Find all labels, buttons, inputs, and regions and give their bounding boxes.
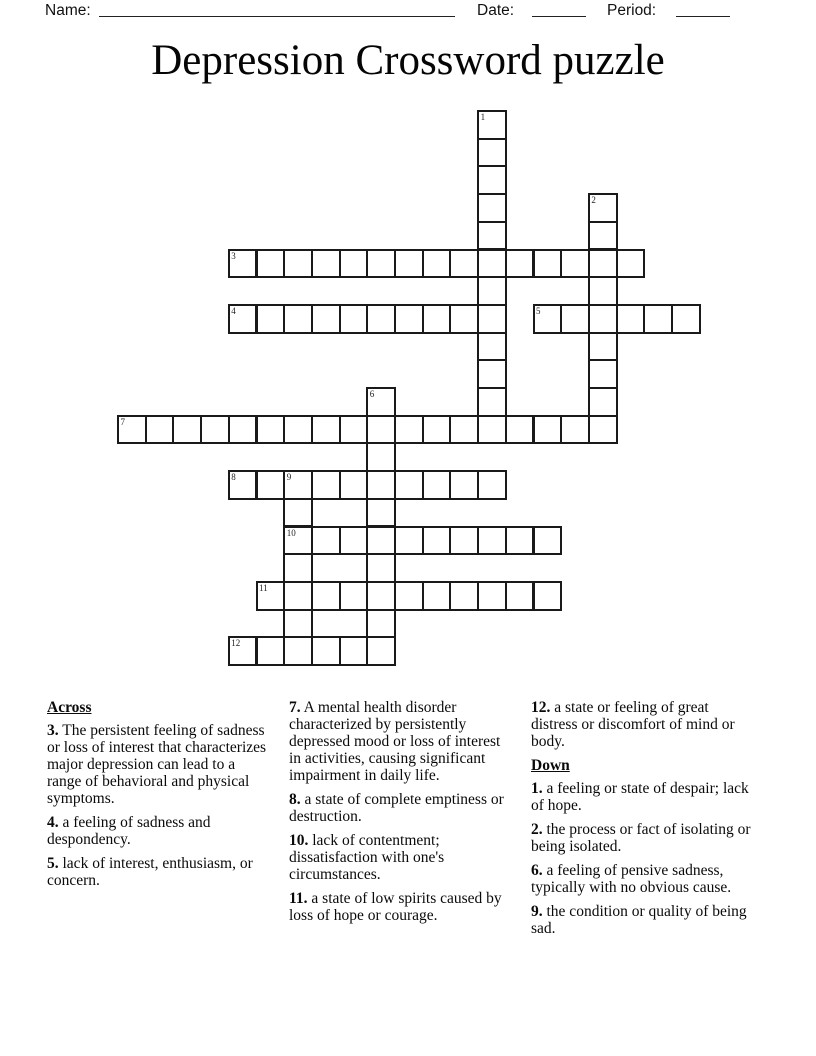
crossword-cell[interactable] xyxy=(671,304,701,334)
crossword-cell[interactable] xyxy=(228,249,258,279)
crossword-cell[interactable] xyxy=(394,415,424,445)
crossword-cell[interactable] xyxy=(533,304,563,334)
crossword-cell[interactable] xyxy=(366,526,396,556)
crossword-cell[interactable] xyxy=(588,193,618,223)
cell-number: 1 xyxy=(480,112,486,122)
crossword-cell[interactable] xyxy=(477,304,507,334)
crossword-cell[interactable] xyxy=(477,276,507,306)
crossword-cell[interactable] xyxy=(311,526,341,556)
clue-5: 5. lack of interest, enthusiasm, or concern. xyxy=(47,855,253,889)
crossword-cell[interactable] xyxy=(588,387,618,417)
crossword-cell[interactable] xyxy=(477,193,507,223)
crossword-cell[interactable] xyxy=(311,304,341,334)
crossword-cell[interactable] xyxy=(505,581,535,611)
crossword-cell[interactable] xyxy=(588,249,618,279)
crossword-cell[interactable] xyxy=(339,249,369,279)
clue-6: 6. a feeling of pensive sadness, typically with no obvious cause. xyxy=(531,862,732,896)
crossword-cell[interactable] xyxy=(311,636,341,666)
across-heading: Across xyxy=(47,699,92,716)
cell-number: 12 xyxy=(231,638,241,649)
cell-number: 7 xyxy=(120,416,125,427)
clue-4: 4. a feeling of sadness and despondency. xyxy=(47,814,211,848)
cell-number: 2 xyxy=(591,195,596,206)
crossword-cell[interactable] xyxy=(311,415,341,445)
crossword-cell[interactable] xyxy=(283,470,313,500)
crossword-cell[interactable] xyxy=(560,249,590,279)
crossword-cell[interactable] xyxy=(533,526,563,556)
crossword-cell[interactable] xyxy=(477,415,507,445)
clue-3: 3. The persistent feeling of sadness or loss of interest that characterizes major depression can lead to a range of behavioral and physical symptoms. xyxy=(47,722,267,807)
name-label: Name: xyxy=(45,2,91,19)
crossword-cell[interactable] xyxy=(588,304,618,334)
crossword-cell[interactable] xyxy=(283,553,313,583)
crossword-cell[interactable] xyxy=(228,470,258,500)
clue-number: 9. xyxy=(531,903,543,920)
crossword-cell[interactable] xyxy=(339,304,369,334)
crossword-cell[interactable] xyxy=(588,332,618,362)
crossword-cell[interactable] xyxy=(172,415,202,445)
crossword-cell[interactable] xyxy=(477,165,507,195)
crossword-cell[interactable] xyxy=(256,249,286,279)
crossword-cell[interactable] xyxy=(477,110,507,140)
clue-10: 10. lack of contentment; dissatisfaction with one's circumstances. xyxy=(289,832,445,883)
crossword-cell[interactable] xyxy=(588,221,618,251)
crossword-cell[interactable] xyxy=(588,359,618,389)
clue-number: 12. xyxy=(531,699,551,716)
crossword-cell[interactable] xyxy=(533,581,563,611)
clue-number: 5. xyxy=(47,855,59,872)
crossword-cell[interactable] xyxy=(477,581,507,611)
clue-number: 3. xyxy=(47,722,59,739)
crossword-cell[interactable] xyxy=(366,387,396,417)
crossword-cell[interactable] xyxy=(533,249,563,279)
crossword-cell[interactable] xyxy=(449,526,479,556)
cell-number: 6 xyxy=(369,389,375,399)
crossword-cell[interactable] xyxy=(283,526,313,556)
crossword-cell[interactable] xyxy=(616,249,646,279)
crossword-cell[interactable] xyxy=(228,415,258,445)
clue-number: 8. xyxy=(289,791,301,808)
crossword-cell[interactable] xyxy=(311,249,341,279)
clue-8: 8. a state of complete emptiness or destruction. xyxy=(289,791,504,825)
crossword-cell[interactable] xyxy=(394,526,424,556)
crossword-cell[interactable] xyxy=(283,249,313,279)
crossword-cell[interactable] xyxy=(477,470,507,500)
clue-number: 1. xyxy=(531,780,543,797)
crossword-cell[interactable] xyxy=(533,415,563,445)
clue-number: 10. xyxy=(289,832,309,849)
crossword-cell[interactable] xyxy=(477,221,507,251)
crossword-cell[interactable] xyxy=(422,581,452,611)
cell-number: 11 xyxy=(259,582,268,593)
cell-number: 9 xyxy=(286,472,292,483)
crossword-cell[interactable] xyxy=(366,470,396,500)
clue-11: 11. a state of low spirits caused by loss of hope or courage. xyxy=(289,890,502,924)
clue-number: 2. xyxy=(531,821,543,838)
crossword-cell[interactable] xyxy=(283,415,313,445)
cell-number: 3 xyxy=(231,250,236,261)
crossword-cell[interactable] xyxy=(449,415,479,445)
crossword-cell[interactable] xyxy=(588,415,618,445)
crossword-cell[interactable] xyxy=(117,415,147,445)
crossword-cell[interactable] xyxy=(256,304,286,334)
crossword-cell[interactable] xyxy=(505,415,535,445)
crossword-cell[interactable] xyxy=(256,470,286,500)
clue-number: 11. xyxy=(289,890,308,907)
crossword-cell[interactable] xyxy=(422,304,452,334)
crossword-cell[interactable] xyxy=(283,304,313,334)
crossword-cell[interactable] xyxy=(394,249,424,279)
crossword-cell[interactable] xyxy=(366,249,396,279)
crossword-cell[interactable] xyxy=(560,415,590,445)
clue-7: 7. A mental health disorder characterized by persistently depressed mood or loss of interest in activities, causing significant impairment in daily life. xyxy=(289,699,501,784)
crossword-cell[interactable] xyxy=(366,609,396,639)
crossword-cell[interactable] xyxy=(339,470,369,500)
crossword-cell[interactable] xyxy=(449,581,479,611)
clue-2: 2. the process or fact of isolating or being isolated. xyxy=(531,821,751,855)
crossword-cell[interactable] xyxy=(256,581,286,611)
crossword-cell[interactable] xyxy=(422,526,452,556)
crossword-cell[interactable] xyxy=(339,415,369,445)
clue-9: 9. the condition or quality of being sad. xyxy=(531,903,747,937)
crossword-cell[interactable] xyxy=(477,526,507,556)
clue-number: 6. xyxy=(531,862,543,879)
clue-12: 12. a state or feeling of great distress or discomfort of mind or body. xyxy=(531,699,735,750)
crossword-cell[interactable] xyxy=(366,498,396,528)
clue-column-3 xyxy=(531,699,752,944)
crossword-cell[interactable] xyxy=(200,415,230,445)
crossword-cell[interactable] xyxy=(449,249,479,279)
period-label: Period: xyxy=(607,2,657,19)
crossword-cell[interactable] xyxy=(449,304,479,334)
name-blank-line[interactable] xyxy=(99,4,455,17)
cell-number: 10 xyxy=(286,527,296,538)
clue-1: 1. a feeling or state of despair; lack of hope. xyxy=(531,780,749,814)
crossword-cell[interactable] xyxy=(366,304,396,334)
date-blank-line[interactable] xyxy=(532,4,586,17)
crossword-cell[interactable] xyxy=(366,581,396,611)
crossword-cell[interactable] xyxy=(256,415,286,445)
date-label: Date: xyxy=(477,2,515,19)
crossword-cell[interactable] xyxy=(394,470,424,500)
crossword-cell[interactable] xyxy=(283,609,313,639)
crossword-cell[interactable] xyxy=(394,581,424,611)
crossword-cell[interactable] xyxy=(311,581,341,611)
crossword-cell[interactable] xyxy=(366,636,396,666)
period-blank-line[interactable] xyxy=(676,4,730,17)
clue-number: 7. xyxy=(289,699,301,716)
crossword-cell[interactable] xyxy=(366,553,396,583)
crossword-cell[interactable] xyxy=(643,304,673,334)
crossword-cell[interactable] xyxy=(339,526,369,556)
crossword-cell[interactable] xyxy=(283,636,313,666)
crossword-cell[interactable] xyxy=(616,304,646,334)
cell-number: 8 xyxy=(231,472,236,483)
crossword-cell[interactable] xyxy=(422,415,452,445)
crossword-cell[interactable] xyxy=(505,526,535,556)
clue-column-1 xyxy=(47,699,268,896)
crossword-cell[interactable] xyxy=(283,498,313,528)
clue-column-2 xyxy=(289,699,510,931)
page-title: Depression Crossword puzzle xyxy=(151,37,665,84)
crossword-cell[interactable] xyxy=(366,442,396,472)
crossword-cell[interactable] xyxy=(339,581,369,611)
crossword-cell[interactable] xyxy=(339,636,369,666)
crossword-cell[interactable] xyxy=(560,304,590,334)
crossword-cell[interactable] xyxy=(228,636,258,666)
crossword-cell[interactable] xyxy=(588,276,618,306)
down-heading: Down xyxy=(531,757,570,774)
crossword-cell[interactable] xyxy=(394,304,424,334)
crossword-cell[interactable] xyxy=(366,415,396,445)
crossword-cell[interactable] xyxy=(477,387,507,417)
cell-number: 4 xyxy=(231,305,236,316)
crossword-cell[interactable] xyxy=(283,581,313,611)
crossword-cell[interactable] xyxy=(422,470,452,500)
crossword-cell[interactable] xyxy=(311,470,341,500)
crossword-cell[interactable] xyxy=(422,249,452,279)
clue-number: 4. xyxy=(47,814,59,831)
crossword-cell[interactable] xyxy=(145,415,175,445)
crossword-cell[interactable] xyxy=(228,304,258,334)
cell-number: 5 xyxy=(536,305,541,316)
crossword-cell[interactable] xyxy=(477,138,507,168)
crossword-cell[interactable] xyxy=(477,249,507,279)
crossword-cell[interactable] xyxy=(477,359,507,389)
crossword-cell[interactable] xyxy=(477,332,507,362)
crossword-cell[interactable] xyxy=(505,249,535,279)
crossword-cell[interactable] xyxy=(256,636,286,666)
crossword-cell[interactable] xyxy=(449,470,479,500)
